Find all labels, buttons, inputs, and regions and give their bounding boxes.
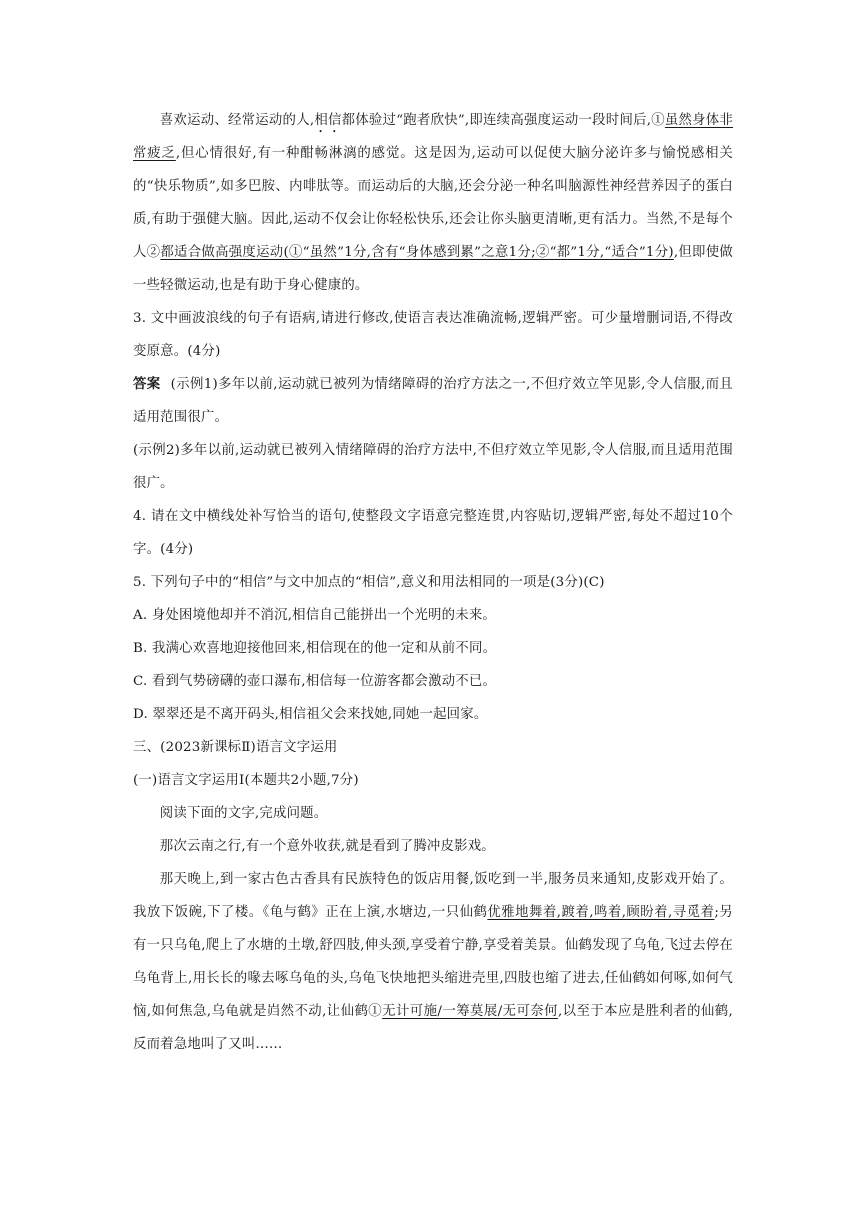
question-5: 5. 下列句子中的“相信”与文中加点的“相信”,意义和用法相同的一项是(3分)(C): [133, 575, 605, 590]
text-segment: ;另有一只乌龟,爬上了水塘的土墩,舒四肢,伸头颈,享受着宁静,享受着美景。仙鹤发现了乌龟,飞过去停在乌龟背上,用长长的喙去啄乌龟的头,乌龟飞快地把头缩进壳里,四肢也缩了进去,任仙鹤如何啄,如何气恼,如何焦急,乌龟就是岿然不动,让仙鹤①: [133, 905, 734, 1019]
option-b: B. 我满心欢喜地迎接他回来,相信现在的他一定和从前不同。: [133, 641, 497, 656]
text-segment: ,以至于本应是胜利者的仙鹤,反而着急地叫了又叫……: [133, 1004, 733, 1052]
story-line-1: 那次云南之行,有一个意外收获,就是看到了腾冲皮影戏。: [159, 839, 495, 854]
section-3-subtitle: (一)语言文字运用Ⅰ(本题共2小题,7分): [133, 773, 359, 788]
text-segment: ,但心情很好,有一种酣畅淋漓的感觉。这是因为,运动可以促使大脑分泌许多与愉悦感相关的“快乐物质”,如多巴胺、内啡肽等。而运动后的大脑,还会分泌一种名叫脑源性神经营养因子的蛋白质,有助于强健大脑。因此,运动不仅会让你轻松快乐,还会让你头脑更清晰,更有活力。当然,不是每个人②: [133, 146, 733, 260]
answer-text: (示例1)多年以前,运动就已被列为情绪障碍的治疗方法之一,不但疗效立竿见影,令人信服,而且适用范围很广。: [133, 377, 733, 425]
question-4: 4. 请在文中横线处补写恰当的语句,使整段文字语意完整连贯,内容贴切,逻辑严密,每处不超过10个字。(4分): [133, 509, 733, 557]
text-segment: 都体验过“跑者欣快”,即连续高强度运动一段时间后,①: [341, 113, 665, 128]
answer-label: 答案: [133, 376, 161, 392]
passage-paragraph-1: [133, 104, 733, 302]
text-segment: 喜欢运动、经常运动的人,: [159, 113, 315, 128]
underlined-answer-2: 都适合做高强度运动(①“虽然”1分,含有“身体感到累”之意1分;②“都”1分,“适合”1分): [160, 245, 674, 260]
answer-3-example-1: [133, 368, 733, 434]
underlined-answer-1: 虽然身体非常疲乏: [133, 113, 734, 161]
option-d: D. 翠翠还是不离开码头,相信祖父会来找她,同她一起回家。: [133, 707, 488, 722]
text-segment: ,但即使做一些轻微运动,也是有助于身心健康的。: [133, 245, 733, 293]
underlined-phrase: 优雅地舞着,踱着,鸣着,顾盼着,寻觅着: [487, 905, 715, 920]
section-3-instruction: 阅读下面的文字,完成问题。: [159, 806, 328, 821]
answer-3-example-2: (示例2)多年以前,运动就已被列入情绪障碍的治疗方法中,不但疗效立竿见影,令人信服,而且适用范围很广。: [133, 443, 733, 491]
text-segment: 那天晚上,到一家古色古香具有民族特色的饭店用餐,饭吃到一半,服务员来通知,皮影戏开始了。我放下饭碗,下了楼。《龟与鹤》正在上演,水塘边,一只仙鹤: [133, 872, 733, 920]
option-a: A. 身处困境他却并不消沉,相信自己能拼出一个光明的未来。: [133, 608, 497, 623]
question-3: 3. 文中画波浪线的句子有语病,请进行修改,使语言表达准确流畅,逻辑严密。可少量增删词语,不得改变原意。(4分): [133, 311, 733, 359]
underlined-blank-options: 无计可施/一筹莫展/无可奈何: [382, 1004, 558, 1019]
option-c: C. 看到气势磅礴的壶口瀑布,相信每一位游客都会激动不已。: [133, 674, 497, 689]
dotted-word: 相信: [314, 113, 342, 128]
section-3-title: 三、(2023新课标Ⅱ)语言文字运用: [133, 740, 338, 755]
story-paragraph-2: [133, 863, 733, 1061]
